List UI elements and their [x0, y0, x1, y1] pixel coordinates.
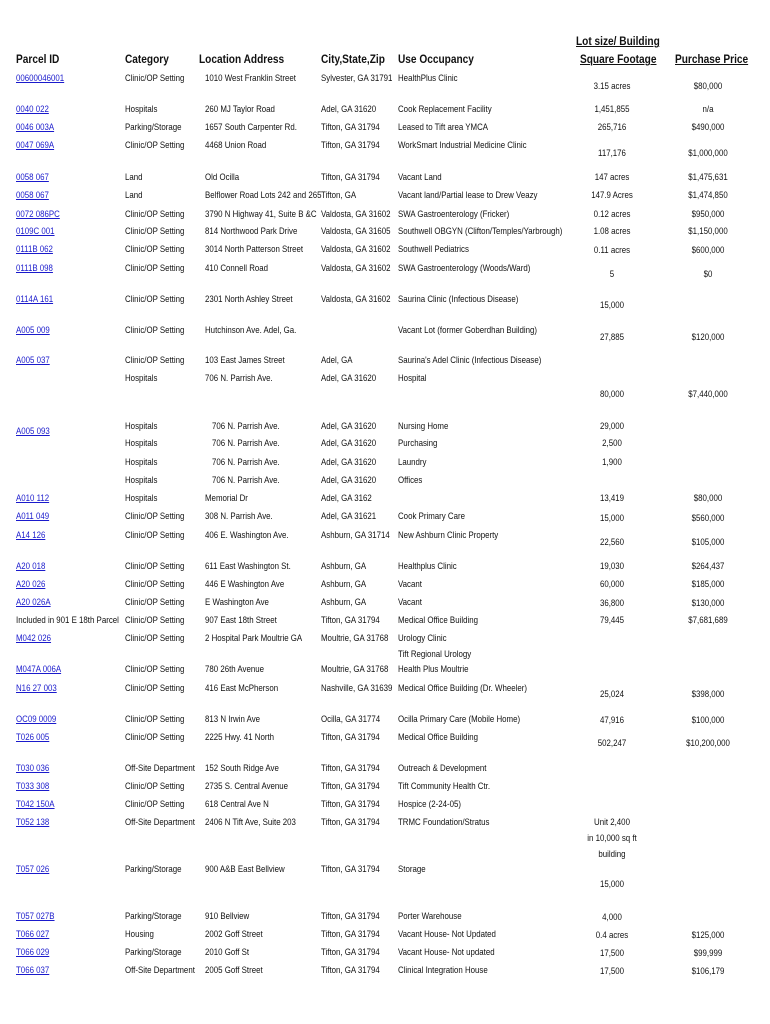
lot-size-cell: 15,000 — [599, 299, 625, 310]
category-cell: Off-Site Department — [125, 964, 195, 975]
city-cell: Tifton, GA 31794 — [321, 139, 380, 150]
lot-size-cell: 25,024 — [599, 688, 625, 699]
city-cell: Ashburn, GA — [321, 560, 367, 571]
address-cell: 780 26th Avenue — [205, 663, 264, 674]
category-cell: Clinic/OP Setting — [125, 208, 185, 219]
use-cell: Purchasing — [398, 437, 438, 448]
lot-size-cell: 17,500 — [599, 965, 625, 976]
use-cell: Southwell Pediatrics — [398, 243, 469, 254]
address-cell: 706 N. Parrish Ave. — [212, 437, 280, 448]
header-location-address: Location Address — [199, 54, 285, 66]
address-cell: 813 N Irwin Ave — [205, 713, 261, 724]
purchase-price-cell: $105,000 — [691, 536, 725, 547]
lot-size-cell: 3.15 acres — [593, 80, 631, 91]
use-cell: Tift Regional Urology — [398, 648, 472, 659]
lot-size-cell: 502,247 — [597, 737, 627, 748]
use-cell: Cook Replacement Facility — [398, 103, 492, 114]
purchase-price-cell: $560,000 — [691, 512, 725, 523]
category-cell: Parking/Storage — [125, 121, 182, 132]
use-cell: Vacant — [398, 578, 422, 589]
address-cell: 1010 West Franklin Street — [205, 72, 296, 83]
lot-size-cell: 1.08 acres — [593, 225, 631, 236]
category-cell: Hospitals — [125, 456, 158, 467]
purchase-price-cell: $1,475,631 — [688, 171, 728, 182]
parcel-note: Included in 901 E 18th Parcel — [16, 614, 119, 625]
address-cell: 260 MJ Taylor Road — [205, 103, 275, 114]
address-cell: 900 A&B East Bellview — [205, 863, 285, 874]
purchase-price-cell: $130,000 — [691, 597, 725, 608]
address-cell: 611 East Washington St. — [205, 560, 291, 571]
category-cell: Clinic/OP Setting — [125, 225, 185, 236]
address-cell: 2 Hospital Park Moultrie GA — [205, 632, 303, 643]
parcel-link[interactable]: T066 029 — [16, 946, 50, 957]
category-cell: Clinic/OP Setting — [125, 663, 185, 674]
header-parcel-id: Parcel ID — [16, 54, 60, 66]
address-cell: Old Ocilla — [205, 171, 240, 182]
city-cell: Tifton, GA 31794 — [321, 863, 380, 874]
address-cell: 2005 Goff Street — [205, 964, 263, 975]
lot-size-cell: 5 — [609, 268, 615, 279]
parcel-link[interactable]: T026 005 — [16, 731, 50, 742]
address-cell: 814 Northwood Park Drive — [205, 225, 298, 236]
header-purchase-price: Purchase Price — [675, 54, 749, 66]
parcel-link[interactable]: A20 026A — [16, 596, 51, 607]
lot-size-cell: 47,916 — [599, 714, 625, 725]
lot-size-cell: 147 acres — [594, 171, 630, 182]
use-cell: Storage — [398, 863, 426, 874]
address-cell: 706 N. Parrish Ave. — [212, 420, 280, 431]
parcel-link[interactable]: A20 026 — [16, 578, 46, 589]
purchase-price-cell: $0 — [703, 268, 713, 279]
lot-size-cell: 79,445 — [599, 614, 625, 625]
purchase-price-cell: $490,000 — [691, 121, 725, 132]
city-cell: Adel, GA — [321, 354, 353, 365]
use-cell: Vacant — [398, 596, 422, 607]
lot-size-cell: 1,451,855 — [594, 103, 630, 114]
city-cell: Tifton, GA 31794 — [321, 816, 380, 827]
category-cell: Clinic/OP Setting — [125, 614, 185, 625]
parcel-link[interactable]: 0109C 001 — [16, 225, 55, 236]
address-cell: 1657 South Carpenter Rd. — [205, 121, 297, 132]
category-cell: Parking/Storage — [125, 910, 182, 921]
use-cell: Nursing Home — [398, 420, 449, 431]
use-cell: HealthPlus Clinic — [398, 72, 458, 83]
parcel-link[interactable]: A005 037 — [16, 354, 50, 365]
address-cell: 907 East 18th Street — [205, 614, 277, 625]
category-cell: Parking/Storage — [125, 946, 182, 957]
category-cell: Clinic/OP Setting — [125, 243, 185, 254]
city-cell: Nashville, GA 31639 — [321, 682, 393, 693]
purchase-price-cell: $80,000 — [693, 80, 723, 91]
city-cell: Tifton, GA 31794 — [321, 731, 380, 742]
address-cell: 406 E. Washington Ave. — [205, 529, 289, 540]
city-cell: Ashburn, GA 31714 — [321, 529, 390, 540]
category-cell: Off-Site Department — [125, 816, 195, 827]
purchase-price-cell: $1,474,850 — [688, 189, 728, 200]
category-cell: Hospitals — [125, 420, 158, 431]
category-cell: Clinic/OP Setting — [125, 354, 185, 365]
use-cell: SWA Gastroenterology (Fricker) — [398, 208, 510, 219]
purchase-price-cell: $264,437 — [691, 560, 725, 571]
city-cell: Adel, GA 31620 — [321, 437, 377, 448]
use-cell: Healthplus Clinic — [398, 560, 457, 571]
city-cell: Adel, GA 31620 — [321, 103, 377, 114]
city-cell: Adel, GA 31620 — [321, 456, 377, 467]
header-city-state-zip: City,State,Zip — [321, 54, 385, 66]
category-cell: Clinic/OP Setting — [125, 324, 185, 335]
purchase-price-cell: $7,440,000 — [688, 388, 728, 399]
lot-size-cell: 19,030 — [599, 560, 625, 571]
parcel-link[interactable]: T057 026 — [16, 863, 50, 874]
purchase-price-cell: $1,000,000 — [688, 147, 728, 158]
use-cell: Southwell OBGYN (Clifton/Temples/Yarbrough) — [398, 225, 563, 236]
city-cell: Ashburn, GA — [321, 596, 367, 607]
parcel-link[interactable]: T066 027 — [16, 928, 50, 939]
parcel-link[interactable]: A005 009 — [16, 324, 50, 335]
use-cell: Urology Clinic — [398, 632, 447, 643]
category-cell: Clinic/OP Setting — [125, 682, 185, 693]
category-cell: Clinic/OP Setting — [125, 798, 185, 809]
purchase-price-cell: $398,000 — [691, 688, 725, 699]
lot-size-cell: 265,716 — [597, 121, 627, 132]
parcel-link[interactable]: N16 27 003 — [16, 682, 57, 693]
category-cell: Housing — [125, 928, 154, 939]
use-cell: Hospice (2-24-05) — [398, 798, 462, 809]
address-cell: Memorial Dr — [205, 492, 248, 503]
city-cell: Tifton, GA 31794 — [321, 780, 380, 791]
city-cell: Adel, GA 31620 — [321, 372, 377, 383]
address-cell: 2735 S. Central Avenue — [205, 780, 289, 791]
purchase-price-cell: $950,000 — [691, 208, 725, 219]
lot-size-cell: 15,000 — [599, 878, 625, 889]
category-cell: Land — [125, 189, 143, 200]
category-cell: Land — [125, 171, 143, 182]
use-cell: SWA Gastroenterology (Woods/Ward) — [398, 262, 531, 273]
city-cell: Valdosta, GA 31602 — [321, 262, 391, 273]
purchase-price-cell: $100,000 — [691, 714, 725, 725]
parcel-link[interactable]: T042 150A — [16, 798, 55, 809]
category-cell: Clinic/OP Setting — [125, 780, 185, 791]
city-cell: Adel, GA 31620 — [321, 474, 377, 485]
address-cell: 308 N. Parrish Ave. — [205, 510, 273, 521]
city-cell: Moultrie, GA 31768 — [321, 663, 389, 674]
category-cell: Clinic/OP Setting — [125, 293, 185, 304]
parcel-link[interactable]: T030 036 — [16, 762, 50, 773]
use-cell: Ocilla Primary Care (Mobile Home) — [398, 713, 521, 724]
use-cell: Tift Community Health Ctr. — [398, 780, 491, 791]
parcel-link[interactable]: OC09 0009 — [16, 713, 57, 724]
city-cell: Adel, GA 31621 — [321, 510, 377, 521]
category-cell: Hospitals — [125, 372, 158, 383]
city-cell: Moultrie, GA 31768 — [321, 632, 389, 643]
category-cell: Clinic/OP Setting — [125, 510, 185, 521]
parcel-link[interactable]: 0114A 161 — [16, 293, 54, 304]
lot-size-cell: 1,900 — [602, 456, 622, 467]
lot-size-cell: 147.9 Acres — [591, 189, 633, 200]
purchase-price-cell: $1,150,000 — [688, 225, 728, 236]
lot-size-cell: 13,419 — [599, 492, 625, 503]
parcel-link[interactable]: A14 126 — [16, 529, 46, 540]
purchase-price-cell: $185,000 — [691, 578, 725, 589]
parcel-link[interactable]: A011 049 — [16, 510, 50, 521]
use-cell: Hospital — [398, 372, 427, 383]
purchase-price-cell: $120,000 — [691, 331, 725, 342]
use-cell: WorkSmart Industrial Medicine Clinic — [398, 139, 527, 150]
category-cell: Clinic/OP Setting — [125, 72, 185, 83]
parcel-link[interactable]: T052 138 — [16, 816, 50, 827]
category-cell: Hospitals — [125, 437, 158, 448]
use-cell: Vacant Land — [398, 171, 442, 182]
parcel-link[interactable]: 0040 022 — [16, 103, 49, 114]
category-cell: Clinic/OP Setting — [125, 578, 185, 589]
address-cell: 618 Central Ave N — [205, 798, 269, 809]
parcel-link[interactable]: 0047 069A — [16, 139, 55, 150]
city-cell: Tifton, GA 31794 — [321, 762, 380, 773]
use-cell: Vacant Lot (former Goberdhan Building) — [398, 324, 538, 335]
address-cell: Belflower Road Lots 242 and 265 — [205, 189, 322, 200]
city-cell: Valdosta, GA 31602 — [321, 243, 391, 254]
purchase-price-cell: n/a — [702, 103, 714, 114]
lot-size-cell: 0.4 acres — [595, 929, 629, 940]
use-cell: Medical Office Building — [398, 731, 478, 742]
category-cell: Clinic/OP Setting — [125, 529, 185, 540]
lot-size-cell: in 10,000 sq ft — [587, 832, 637, 843]
lot-size-cell: building — [598, 848, 626, 859]
category-cell: Clinic/OP Setting — [125, 596, 185, 607]
parcel-link[interactable]: A005 093 — [16, 425, 50, 436]
parcel-link[interactable]: M047A 006A — [16, 663, 62, 674]
use-cell: Offices — [398, 474, 423, 485]
use-cell: Laundry — [398, 456, 427, 467]
lot-size-cell: Unit 2,400 — [594, 816, 630, 827]
parcel-link[interactable]: T066 037 — [16, 964, 50, 975]
parcel-link[interactable]: 0111B 098 — [16, 262, 53, 273]
use-cell: Vacant House- Not updated — [398, 946, 495, 957]
address-cell: 2406 N Tift Ave, Suite 203 — [205, 816, 296, 827]
address-cell: 3790 N Highway 41, Suite B &C — [205, 208, 317, 219]
use-cell: Medical Office Building (Dr. Wheeler) — [398, 682, 527, 693]
lot-size-cell: 0.11 acres — [593, 244, 631, 255]
category-cell: Clinic/OP Setting — [125, 731, 185, 742]
use-cell: Vacant House- Not Updated — [398, 928, 496, 939]
address-cell: Hutchinson Ave. Adel, Ga. — [205, 324, 297, 335]
lot-size-cell: 4,000 — [602, 911, 622, 922]
use-cell: Saurina Clinic (Infectious Disease) — [398, 293, 519, 304]
address-cell: 706 N. Parrish Ave. — [212, 474, 280, 485]
address-cell: 2010 Goff St — [205, 946, 250, 957]
purchase-price-cell: $600,000 — [691, 244, 725, 255]
city-cell: Sylvester, GA 31791 — [321, 72, 393, 83]
address-cell: E Washington Ave — [205, 596, 269, 607]
city-cell: Tifton, GA 31794 — [321, 928, 380, 939]
use-cell: Leased to Tift area YMCA — [398, 121, 489, 132]
header-lot-size-line1: Lot size/ Building — [576, 36, 660, 48]
address-cell: 706 N. Parrish Ave. — [212, 456, 280, 467]
city-cell: Ocilla, GA 31774 — [321, 713, 381, 724]
category-cell: Clinic/OP Setting — [125, 139, 185, 150]
lot-size-cell: 27,885 — [599, 331, 625, 342]
city-cell: Tifton, GA 31794 — [321, 946, 380, 957]
address-cell: 3014 North Patterson Street — [205, 243, 304, 254]
parcel-link[interactable]: M042 026 — [16, 632, 52, 643]
lot-size-cell: 117,176 — [598, 147, 626, 158]
header-lot-size-line2: Square Footage — [580, 54, 657, 66]
use-cell: Saurina's Adel Clinic (Infectious Disease) — [398, 354, 542, 365]
use-cell: Clinical Integration House — [398, 964, 488, 975]
lot-size-cell: 60,000 — [599, 578, 625, 589]
purchase-price-cell: $10,200,000 — [686, 737, 730, 748]
parcel-link[interactable]: T033 308 — [16, 780, 50, 791]
purchase-price-cell: $80,000 — [693, 492, 723, 503]
address-cell: 910 Bellview — [205, 910, 250, 921]
use-cell: Medical Office Building — [398, 614, 478, 625]
use-cell: Porter Warehouse — [398, 910, 462, 921]
use-cell: TRMC Foundation/Stratus — [398, 816, 490, 827]
parcel-link[interactable]: T057 027B — [16, 910, 55, 921]
purchase-price-cell: $106,179 — [691, 965, 725, 976]
use-cell: Health Plus Moultrie — [398, 663, 469, 674]
city-cell: Tifton, GA 31794 — [321, 798, 380, 809]
address-cell: 2301 North Ashley Street — [205, 293, 293, 304]
use-cell: Vacant land/Partial lease to Drew Veazy — [398, 189, 538, 200]
lot-size-cell: 80,000 — [599, 388, 625, 399]
category-cell: Clinic/OP Setting — [125, 262, 185, 273]
address-cell: 706 N. Parrish Ave. — [205, 372, 273, 383]
address-cell: 446 E Washington Ave — [205, 578, 285, 589]
parcel-link[interactable]: 0058 067 — [16, 189, 49, 200]
category-cell: Clinic/OP Setting — [125, 632, 185, 643]
purchase-price-cell: $7,681,689 — [688, 614, 728, 625]
category-cell: Off-Site Department — [125, 762, 195, 773]
header-use-occupancy: Use Occupancy — [398, 54, 474, 66]
parcel-link[interactable]: 0046 003A — [16, 121, 55, 132]
city-cell: Adel, GA 31620 — [321, 420, 377, 431]
category-cell: Parking/Storage — [125, 863, 182, 874]
city-cell: Adel, GA 3162 — [321, 492, 372, 503]
header-category: Category — [125, 54, 169, 66]
city-cell: Valdosta, GA 31602 — [321, 293, 391, 304]
lot-size-cell: 36,800 — [599, 597, 625, 608]
address-cell: 4468 Union Road — [205, 139, 267, 150]
category-cell: Clinic/OP Setting — [125, 713, 185, 724]
lot-size-cell: 22,560 — [599, 536, 625, 547]
address-cell: 2225 Hwy. 41 North — [205, 731, 275, 742]
category-cell: Hospitals — [125, 103, 158, 114]
category-cell: Hospitals — [125, 492, 158, 503]
category-cell: Clinic/OP Setting — [125, 560, 185, 571]
purchase-price-cell: $99,999 — [693, 947, 723, 958]
city-cell: Tifton, GA 31794 — [321, 171, 380, 182]
address-cell: 2002 Goff Street — [205, 928, 263, 939]
parcel-link[interactable]: 0072 086PC — [16, 208, 60, 219]
use-cell: New Ashburn Clinic Property — [398, 529, 499, 540]
city-cell: Valdosta, GA 31602 — [321, 208, 391, 219]
use-cell: Outreach & Development — [398, 762, 487, 773]
address-cell: 410 Connell Road — [205, 262, 269, 273]
address-cell: 416 East McPherson — [205, 682, 279, 693]
parcel-link[interactable]: 00600046001 — [16, 72, 65, 83]
lot-size-cell: 2,500 — [602, 437, 622, 448]
category-cell: Hospitals — [125, 474, 158, 485]
city-cell: Tifton, GA — [321, 189, 357, 200]
purchase-price-cell: $125,000 — [691, 929, 725, 940]
parcel-link[interactable]: A20 018 — [16, 560, 46, 571]
address-cell: 103 East James Street — [205, 354, 285, 365]
parcel-link[interactable]: 0111B 062 — [16, 243, 53, 254]
city-cell: Tifton, GA 31794 — [321, 121, 380, 132]
use-cell: Cook Primary Care — [398, 510, 465, 521]
city-cell: Tifton, GA 31794 — [321, 910, 380, 921]
lot-size-cell: 17,500 — [599, 947, 625, 958]
address-cell: 152 South Ridge Ave — [205, 762, 279, 773]
lot-size-cell: 15,000 — [599, 512, 625, 523]
city-cell: Tifton, GA 31794 — [321, 964, 380, 975]
lot-size-cell: 0.12 acres — [593, 208, 631, 219]
parcel-link[interactable]: A010 112 — [16, 492, 50, 503]
parcel-link[interactable]: 0058 067 — [16, 171, 49, 182]
city-cell: Ashburn, GA — [321, 578, 367, 589]
city-cell: Valdosta, GA 31605 — [321, 225, 391, 236]
lot-size-cell: 29,000 — [599, 420, 625, 431]
city-cell: Tifton, GA 31794 — [321, 614, 380, 625]
